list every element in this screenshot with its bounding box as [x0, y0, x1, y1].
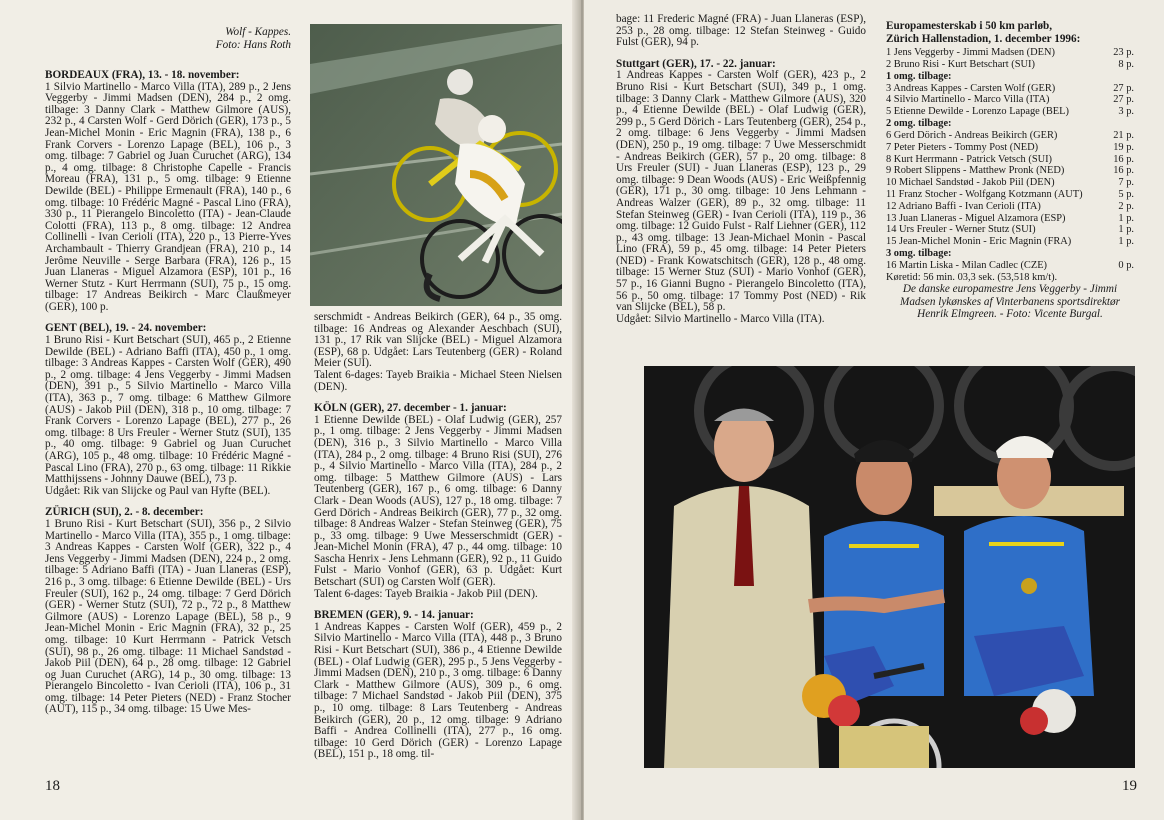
- result-points: 23 p.: [1113, 47, 1134, 58]
- results-group-d: [886, 260, 1134, 272]
- result-team: 1 Jens Veggerby - Jimmi Madsen (DEN): [886, 47, 1055, 58]
- result-row: [886, 130, 1134, 142]
- result-team: 6 Gerd Dörich - Andreas Beikirch (GER): [886, 129, 1058, 141]
- photo-caption: De danske europamestre Jens Veggerby - Jimmi Madsen lykønskes af Vinterbanens sportsdirektør Henrik Elmgreen. - Foto: Vicente Burgal.: [900, 283, 1120, 321]
- result-points: 3 p.: [1118, 106, 1134, 118]
- race-stuttgart: Stuttgart (GER), 17. - 22. januar: 1 Andreas Kappes - Carsten Wolf (GER), 423 p., 2 Bruno Risi - Kurt Betschart (SUI), 349 p., 1 omg. tilbage: 3 Danny Clark - Matthew Gilmore (AUS), 320 p., 4 Etienne Dewilde (BEL) - Olaf Ludwig (GER), 299 p., 5 Gerd Dörich - Lars Teutenberg (GER), 254 p., 2 omg. tilbage: 6 Jens Veggerby - Jimmi Madsen (DEN), 250 p., 19 omg. tilbage: 7 Uwe Messerschmidt - Andreas Beikirch (GER), 57 p., 20 omg. tilbage: 8 Urs Freuler (SUI) - Juan Llaneras (ESP), 123 p., 29 omg. tilbage: 9 Dean Woods (AUS) - Eric Weißpfennig (GER), 171 p., 30 omg. tilbage: 10 Jens Lehmann - Andreas Walzer (GER), 89 p., 32 omg. tilbage: 11 Stefan Steinweg (GER) - Ivan Cerioli (ITA), 119 p., 36 omg. tilbage: 12 Guido Fulst - Ralf Liehner (GER), 112 p., 43 omg. tilbage: 13 Jean-Michael Monin - Pascal Lino (FRA), 59 p., 45 omg. tilbage: 14 Peter Pieters (NED) - Frank Kowatschitsch (GER), 128 p., 48 omg. tilbage: 15 Werner Stuz (SUI) - Mario Vonhof (GER), 57 p., 16 Gianni Bugno - Pierangelo Bincoletto (ITA), 56 p., 50 omg. tilbage: 17 Tommy Post (NED) - Rik van Slijcke (BEL), 58 p. Udgået: Silvio Martinello - Marco Villa (ITA).: [616, 57, 866, 325]
- left-page: [0, 0, 580, 820]
- result-row: [886, 224, 1134, 236]
- result-row: [886, 47, 1134, 59]
- result-team: 16 Martin Liska - Milan Cadlec (CZE): [886, 259, 1048, 271]
- result-row: [886, 59, 1134, 71]
- results-group-a: [886, 47, 1134, 71]
- result-team: 15 Jean-Michel Monin - Eric Magnin (FRA): [886, 236, 1072, 248]
- championship-results: Europamesterskab i 50 km parløb, Zürich Hallenstadion, 1. december 1996: 1 Jens Veggerby - Jimmi Madsen (DEN) 23 p. 2 Bruno Risi - Kurt Betschart (SUI) 8 p. 1 omg. tilbage: 3 Andreas Kappes - Carsten Wolf (GER) 27 p. 4 Silvio Martinello - Marco Villa (ITA) 27 p. 5 Etienne Dewilde - Lorenzo Lapage (BEL) 3 p. 2 omg. tilbage: 6 Gerd Dörich - Andreas Beikirch (GER) 21 p. 7 Peter Pieters - Tommy Post (NED) 19 p. 8 Kurt Herrmann - Patrick Vetsch (SUI) 16 p. 9 Robert Slippens - Matthew Pronk (NED) 16 p. 10 Michael Sandstød - Jakob Piil (DEN) 7 p. 11 Franz Stocher - Wolfgang Kotzmann (AUT) 5 p. 12 Adriano Baffi - Ivan Cerioli (ITA) 2 p. 13 Juan Llaneras - Miguel Alzamora (ESP) 1 p. 14 Urs Freuler - Werner Stutz (SUI) 1 p. 15 Jean-Michel Monin - Eric Magnin (FRA) 1 p. 3 omg. tilbage: 16 Martin Liska - Milan Cadlec (CZE) 0 p. Køretid: 56 min. 03,3 sek. (53,518 km/t).: [886, 20, 1134, 283]
- race-bremen-continued: bage: 11 Frederic Magné (FRA) - Juan Llaneras (ESP), 253 p., 28 omg. tilbage: 12 Stefan Steinweg - Guido Fulst (GER), 94 p.: [616, 13, 866, 49]
- page-number-left: 18: [45, 778, 60, 794]
- right-page: [584, 0, 1164, 820]
- result-points: 16 p.: [1113, 165, 1134, 177]
- result-points: 1 p.: [1118, 212, 1134, 224]
- result-points: 27 p.: [1113, 94, 1134, 106]
- result-row: [886, 83, 1134, 95]
- result-points: 2 p.: [1118, 200, 1134, 212]
- left-column-2: [314, 312, 562, 771]
- track-cycling-photo: [310, 24, 562, 306]
- result-team: 3 Andreas Kappes - Carsten Wolf (GER): [886, 82, 1056, 94]
- result-row: [886, 213, 1134, 225]
- result-team: 12 Adriano Baffi - Ivan Cerioli (ITA): [886, 200, 1041, 212]
- race-bremen: BREMEN (GER), 9. - 14. januar: 1 Andreas Kappes - Carsten Wolf (GER), 459 p., 2 Silvio Martinello - Marco Villa (ITA), 448 p., 3 Bruno Risi - Kurt Betschart (SUI), 386 p., 4 Etienne Dewilde (BEL) - Olaf Ludwig (GER), 295 p., 5 Jens Veggerby - Jimmi Madsen (DEN), 210 p., 3 omg. tilbage: 6 Danny Clark - Matthew Gilmore (AUS), 309 p., 6 omg. tilbage: 7 Michael Sandstød - Jakob Piil (DEN), 375 p., 10 omg. tilbage: 8 Lars Teutenberg - Andreas Beikirch (GER), 20 p., 12 omg. tilbage: 9 Adriano Baffi - Andrea Collinelli (ITA), 277 p., 16 omg. tilbage: 10 Gerd Dörich (GER) - Lorenzo Lapage (BEL), 151 p., 18 omg. til-: [314, 609, 562, 761]
- result-points: 1 p.: [1118, 224, 1134, 236]
- result-points: 16 p.: [1113, 153, 1134, 165]
- result-team: 13 Juan Llaneras - Miguel Alzamora (ESP): [886, 212, 1066, 224]
- result-points: 0 p.: [1118, 259, 1134, 271]
- result-team: 7 Peter Pieters - Tommy Post (NED): [886, 141, 1039, 153]
- result-points: 19 p.: [1113, 141, 1134, 153]
- result-points: 21 p.: [1113, 129, 1134, 141]
- photo-credit: Wolf - Kappes. Foto: Hans Roth: [215, 26, 291, 51]
- result-team: 10 Michael Sandstød - Jakob Piil (DEN): [886, 177, 1055, 189]
- result-team: 11 Franz Stocher - Wolfgang Kotzmann (AUT): [886, 188, 1083, 200]
- race-zurich-continued: serschmidt - Andreas Beikirch (GER), 64 p., 35 omg. tilbage: 16 Andreas og Alexander Aeschbach (SUI), 131 p., 17 Rik van Slijcke (BEL) - Miguel Alzamora (ESP), 68 p. Udgået: Lars Teutenberg (GER) - Roland Meier (SUI). Talent 6-dages: Tayeb Braikia - Michael Steen Nielsen (DEN).: [314, 311, 562, 393]
- page-number-right: 19: [1122, 778, 1137, 794]
- result-team: 14 Urs Freuler - Werner Stutz (SUI): [886, 224, 1036, 236]
- podium-handshake-photo: [644, 366, 1135, 768]
- result-team: 9 Robert Slippens - Matthew Pronk (NED): [886, 165, 1065, 177]
- results-group-c: [886, 130, 1134, 248]
- race-zurich: ZÜRICH (SUI), 2. - 8. december: 1 Bruno Risi - Kurt Betschart (SUI), 356 p., 2 Silvio Martinello - Marco Villa (ITA), 355 p., 1 omg. tilbage: 3 Andreas Kappes - Carsten Wolf (GER), 322 p., 4 Jens Veggerby - Jimmi Madsen (DEN), 224 p., 2 omg. tilbage: 5 Adriano Baffi (ITA) - Juan Llaneras (ESP), 216 p., 3 omg. tilbage: 6 Etienne Dewilde (BEL) - Urs Freuler (SUI), 162 p., 24 omg. tilbage: 7 Gerd Dörich (GER) - Werner Stutz (SUI), 72 p., 72 p., 8 Matthew Gilmore (AUS) - Lorenzo Lapage (BEL), 58 p., 9 Jean-Michel Monin - Eric Magnin (FRA), 32 p., 25 omg. tilbage: 10 Kurt Herrmann - Patrick Vetsch (SUI), 98 p., 26 omg. tilbage: 11 Michael Sandstød - Jakob Piil (DEN), 64 p., 28 omg. tilbage: 12 Gabriel og Juan Curuchet (ARG), 14 p., 30 omg. tilbage: 13 Pierangelo Bincoletto - Ivan Cerioli (ITA), 106 p., 31 omg. tilbage: 14 Peter Pieters (NED) - Franz Stocher (AUT), 115 p., 34 omg. tilbage: 15 Uwe Mes-: [45, 506, 291, 716]
- result-row: [886, 189, 1134, 201]
- result-row: [886, 94, 1134, 106]
- result-row: [886, 201, 1134, 213]
- result-row: [886, 236, 1134, 248]
- right-column-2: [886, 20, 1134, 321]
- result-points: 1 p.: [1118, 236, 1134, 248]
- result-row: [886, 260, 1134, 272]
- result-points: 7 p.: [1118, 177, 1134, 189]
- results-group-b: [886, 83, 1134, 118]
- result-row: [886, 142, 1134, 154]
- right-column-1: [616, 14, 866, 335]
- result-team: 8 Kurt Herrmann - Patrick Vetsch (SUI): [886, 153, 1053, 165]
- result-team: 5 Etienne Dewilde - Lorenzo Lapage (BEL): [886, 106, 1069, 118]
- result-row: [886, 154, 1134, 166]
- result-row: [886, 165, 1134, 177]
- race-bordeaux: BORDEAUX (FRA), 13. - 18. november: 1 Silvio Martinello - Marco Villa (ITA), 289 p., 2 Jens Veggerby - Jimmi Madsen (DEN), 284 p., 2 omg. tilbage: 3 Danny Clark - Matthew Gilmore (AUS), 232 p., 4 Carsten Wolf - Gerd Dörich (GER), 173 p., 5 Jean-Michel Monin - Eric Magnin (FRA), 138 p., 6 Frank Corvers - Lorenzo Lapage (BEL), 106 p., 3 omg. tilbage: 7 Gabriel og Juan Curuchet (ARG), 134 p., 4 omg. tilbage: 8 Christophe Capelle - Francis Moreau (FRA), 131 p., 5 omg. tilbage: 9 Etienne Dewilde (BEL) - Philippe Ermenault (FRA), 140 p., 6 omg. tilbage: 10 Frédéric Magné - Pascal Lino (FRA), 330 p., 11 Pierangelo Bincoletto (ITA) - Jean-Claude Colotti (FRA), 113 p., 8 omg. tilbage: 12 Andrea Collinelli - Ivan Cerioli (ITA), 220 p., 13 Pierre-Yves Archambault - Thierry Grandjean (FRA), 210 p., 14 Jerôme Neuville - Serge Barbara (FRA), 126 p., 15 Juan Llaneras - Miguel Alzamora (ESP), 101 p., 16 Werner Stutz - Kurt Herrmann (SUI), 75 p., 15 omg. tilbage: 17 Andreas Beikirch - Marc Claußmeyer (GER), 100 p.: [45, 69, 291, 313]
- result-team: 2 Bruno Risi - Kurt Betschart (SUI): [886, 58, 1035, 70]
- race-koln: KÖLN (GER), 27. december - 1. januar: 1 Etienne Dewilde (BEL) - Olaf Ludwig (GER), 257 p., 1 omg. tilbage: 2 Jens Veggerby - Jimmi Madsen (DEN), 316 p., 3 Silvio Martinello - Marco Villa (ITA), 284 p., 2 omg. tilbage: 4 Bruno Risi (SUI), 276 p., 4 Silvio Martinello - Marco Villa (ITA), 284 p., 2 omg. tilbage: 5 Matthew Gilmore (AUS) - Lars Teutenberg (GER), 167 p., 6 omg. tilbage: 6 Danny Clark - Dean Woods (AUS), 127 p., 18 omg. tilbage: 7 Gerd Dörich - Andreas Beikirch (GER), 77 p., 32 omg. tilbage: 8 Andreas Walzer - Stefan Steinweg (GER), 75 p., 33 omg. tilbage: 9 Uwe Messerschmidt (GER) - Jean-Michel Monin (FRA), 47 p., 44 omg. tilbage: 10 Sascha Henrix - Jens Lehmann (GER), 92 p., 11 Guido Fulst - Mario Vonhof (GER), 63 p. Udgået: Kurt Betschart (SUI) og Carsten Wolf (GER). Talent 6-dages: Tayeb Braikia - Jakob Piil (DEN).: [314, 402, 562, 600]
- result-points: 27 p.: [1113, 82, 1134, 94]
- race-gent: GENT (BEL), 19. - 24. november: 1 Bruno Risi - Kurt Betschart (SUI), 465 p., 2 Etienne Dewilde (BEL) - Adriano Baffi (ITA), 450 p., 1 omg. tilbage: 3 Andreas Kappes - Carsten Wolf (GER), 490 p., 2 omg. tilbage: 4 Jens Veggerby - Jimmi Madsen (DEN), 391 p., 5 Silvio Martinello - Marco Villa (ITA), 363 p., 7 omg. tilbage: 6 Matthew Gilmore (AUS) - Jakob Piil (DEN), 318 p., 10 omg. tilbage: 7 Frank Corvers - Lorenzo Lapage (BEL), 277 p., 26 omg. tilbage: 8 Urs Freuler - Werner Stutz (SUI), 135 p., 40 omg. tilbage: 9 Gabriel og Juan Curuchet (ARG), 105 p., 48 omg. tilbage: 10 Frédéric Magné - Pascal Lino (FRA), 270 p., 63 omg. tilbage: 11 Rikkie Matthijssens - Johnny Dauwe (BEL), 73 p. Udgået: Rik van Slijcke og Paul van Hyfte (BEL).: [45, 322, 291, 497]
- result-points: 8 p.: [1118, 58, 1134, 70]
- result-row: [886, 106, 1134, 118]
- result-points: 5 p.: [1118, 188, 1134, 200]
- result-row: [886, 177, 1134, 189]
- left-column-1: [45, 26, 291, 726]
- race-time-note: Køretid: 56 min. 03,3 sek. (53,518 km/t).: [886, 271, 1058, 283]
- result-team: 4 Silvio Martinello - Marco Villa (ITA): [886, 94, 1050, 106]
